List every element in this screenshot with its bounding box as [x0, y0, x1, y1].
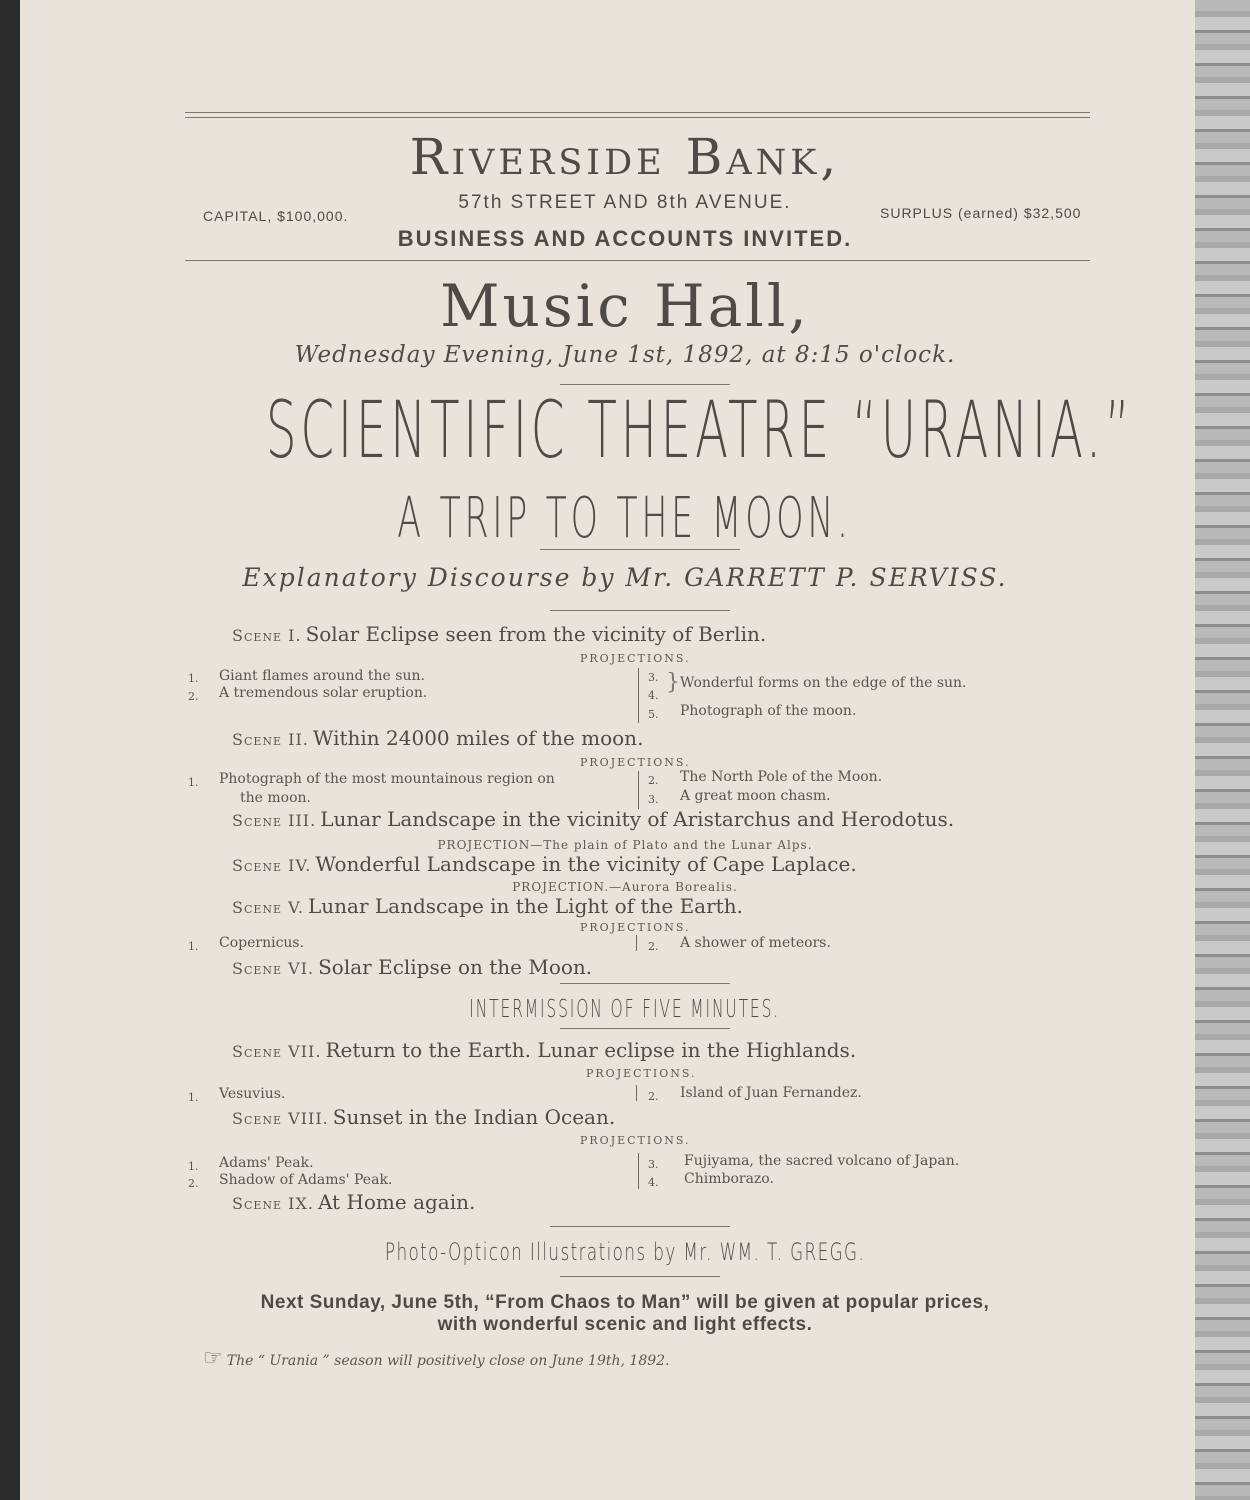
scene-text: Within 24000 miles of the moon.: [312, 726, 644, 750]
column-divider: [638, 771, 639, 809]
venue-date: Wednesday Evening, June 1st, 1892, at 8:15 o'clock.: [294, 342, 956, 368]
scene-1: [232, 622, 766, 646]
list-item: Fujiyama, the sacred volcano of Japan.: [684, 1153, 960, 1169]
item-number: 5.: [648, 708, 659, 721]
list-item: Wonderful forms on the edge of the sun.: [680, 675, 967, 691]
scene-label: Scene III.: [232, 811, 317, 830]
list-item: Island of Juan Fernandez.: [680, 1085, 862, 1101]
scene-label: Scene II.: [232, 730, 309, 749]
scene-label: Scene V.: [232, 898, 304, 917]
bank-capital: CAPITAL, $100,000.: [203, 208, 349, 224]
scene-text: At Home again.: [317, 1190, 476, 1214]
projections-label: PROJECTIONS.: [580, 1134, 691, 1147]
intermission-wrap: [0, 994, 1250, 1024]
footnote: [203, 1346, 670, 1372]
projections-label: PROJECTIONS.: [580, 921, 691, 934]
bank-address: 57th STREET AND 8th AVENUE.: [458, 192, 792, 213]
title-wrap: [0, 386, 1250, 476]
scene-4: [232, 852, 857, 876]
item-number: 3.: [648, 1158, 659, 1171]
top-rule-2: [185, 117, 1090, 118]
scene-text: Solar Eclipse seen from the vicinity of Berlin.: [305, 622, 767, 646]
item-number: 3.: [648, 793, 659, 806]
scene-label: Scene VI.: [232, 959, 315, 978]
item-number: 2.: [188, 1177, 199, 1190]
list-item: Vesuvius.: [219, 1086, 286, 1102]
projections-label: PROJECTIONS.: [586, 1067, 697, 1080]
illustrations-rule-top: [550, 1226, 730, 1227]
footnote-text: The “ Urania ” season will positively close on June 19th, 1892.: [226, 1353, 670, 1369]
bank-rule: [185, 260, 1090, 261]
list-item: Adams' Peak.: [219, 1155, 314, 1171]
intermission-rule-bottom: [560, 1028, 730, 1029]
pointing-hand-icon: ☞: [203, 1347, 223, 1372]
scene-label: Scene IV.: [232, 856, 312, 875]
item-number: 1.: [188, 776, 199, 789]
scene-7: [232, 1038, 856, 1062]
column-divider: [638, 668, 639, 723]
list-item: A tremendous solar eruption.: [219, 685, 428, 701]
projections-label: PROJECTIONS.: [580, 756, 691, 769]
scene-text: Return to the Earth. Lunar eclipse in the Highlands.: [325, 1038, 857, 1062]
discourse: Explanatory Discourse by Mr. GARRETT P. SERVISS.: [242, 563, 1008, 592]
illustrations-rule-bottom: [560, 1276, 720, 1277]
venue-name: Music Hall,: [440, 272, 810, 340]
list-item: Photograph of the most mountainous region on: [219, 771, 555, 787]
list-item: A shower of meteors.: [680, 935, 831, 951]
scene-2: [232, 726, 643, 750]
projections-label: PROJECTIONS.: [580, 652, 691, 665]
scene-6: [232, 955, 592, 979]
illustrations: Photo-Opticon Illustrations by Mr. WM. T. GREGG.: [384, 1238, 866, 1266]
brace-glyph: }: [666, 670, 680, 695]
torn-edge: [1195, 0, 1250, 1500]
item-number: 2.: [188, 690, 199, 703]
item-number: 2.: [648, 1090, 659, 1103]
scene-label: Scene IX.: [232, 1194, 314, 1213]
top-rule-1: [185, 112, 1090, 113]
program-page: [20, 0, 1200, 1500]
scene-text: Solar Eclipse on the Moon.: [318, 955, 593, 979]
subtitle-wrap: [0, 486, 1250, 551]
bank-surplus: SURPLUS (earned) $32,500: [880, 205, 1082, 221]
column-divider: [638, 1153, 639, 1189]
next-sunday-line-2: with wonderful scenic and light effects.: [437, 1314, 813, 1335]
item-number: 3.: [648, 671, 659, 684]
item-number: 1.: [188, 1160, 199, 1173]
bank-name: Riverside Bank,: [409, 128, 841, 186]
show-subtitle: A TRIP TO THE MOON.: [397, 486, 853, 551]
list-item: The North Pole of the Moon.: [680, 769, 883, 785]
item-number: 1.: [188, 672, 199, 685]
show-title: SCIENTIFIC THEATRE “URANIA.”: [265, 386, 1134, 476]
bank-invite: BUSINESS AND ACCOUNTS INVITED.: [397, 226, 853, 251]
scene-text: Lunar Landscape in the Light of the Earth.: [308, 894, 743, 918]
scene-9: [232, 1190, 475, 1214]
column-divider: [636, 1085, 637, 1101]
projection-text: PROJECTION.—Aurora Borealis.: [512, 880, 738, 894]
item-number: 1.: [188, 940, 199, 953]
intermission-rule-top: [560, 983, 730, 984]
discourse-rule: [550, 610, 730, 611]
list-item: A great moon chasm.: [680, 788, 831, 804]
item-number: 2.: [648, 774, 659, 787]
list-item: the moon.: [240, 790, 311, 806]
illustrations-wrap: [0, 1238, 1250, 1267]
item-number: 1.: [188, 1091, 199, 1104]
item-number: 2.: [648, 940, 659, 953]
scene-text: Sunset in the Indian Ocean.: [332, 1105, 616, 1129]
list-item: Photograph of the moon.: [680, 703, 857, 719]
scene-3: [232, 807, 954, 831]
scene-label: Scene I.: [232, 626, 302, 645]
projection-text: PROJECTION—The plain of Plato and the Lunar Alps.: [437, 838, 813, 852]
scene-text: Lunar Landscape in the vicinity of Aristarchus and Herodotus.: [320, 807, 955, 831]
scene-8: [232, 1105, 615, 1129]
scene-label: Scene VIII.: [232, 1109, 329, 1128]
scene-label: Scene VII.: [232, 1042, 322, 1061]
list-item: Copernicus.: [219, 935, 305, 951]
venue-rule: [560, 384, 730, 385]
item-number: 4.: [648, 689, 659, 702]
item-number: 4.: [648, 1176, 659, 1189]
list-item: Chimborazo.: [684, 1171, 774, 1187]
intermission: INTERMISSION OF FIVE MINUTES.: [469, 994, 781, 1023]
next-sunday-line-1: Next Sunday, June 5th, “From Chaos to Man” will be given at popular prices,: [260, 1292, 990, 1313]
list-item: Giant flames around the sun.: [219, 668, 425, 684]
scene-5: [232, 894, 743, 918]
subtitle-rule: [540, 549, 740, 550]
list-item: Shadow of Adams' Peak.: [219, 1172, 393, 1188]
column-divider: [636, 935, 637, 951]
scene-text: Wonderful Landscape in the vicinity of Cape Laplace.: [315, 852, 857, 876]
